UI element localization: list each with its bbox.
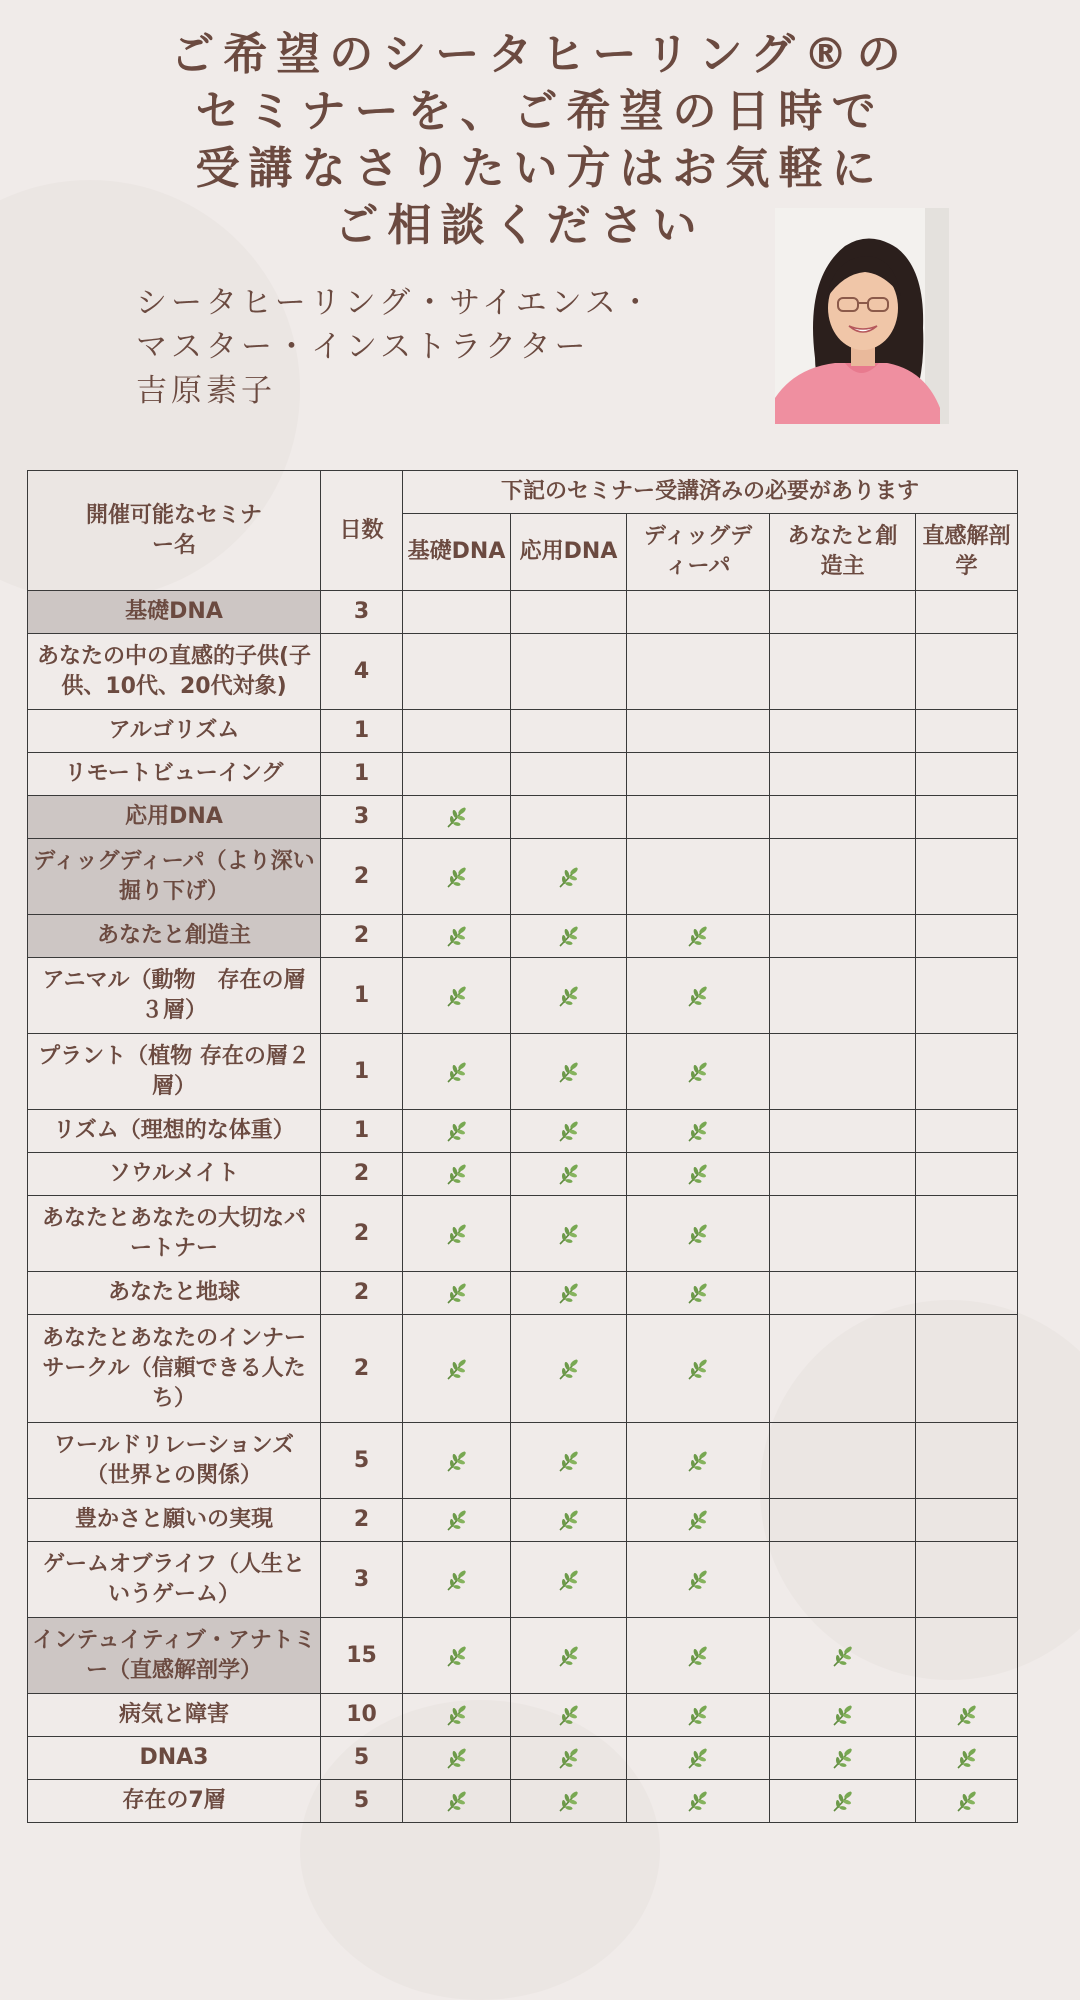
- table-row: [28, 1272, 1018, 1315]
- prereq-cell: [403, 915, 511, 958]
- leaf-sprig-icon: [954, 1788, 980, 1814]
- header-seminar-name: 開催可能なセミナー名: [28, 471, 321, 591]
- prereq-cell: [916, 1110, 1018, 1153]
- prereq-cell: [403, 796, 511, 839]
- leaf-sprig-icon: [685, 1161, 711, 1187]
- seminar-name: 基礎DNA: [28, 591, 321, 634]
- seminar-days: 1: [321, 710, 403, 753]
- seminar-days: 2: [321, 1153, 403, 1196]
- prereq-cell: [403, 1423, 511, 1499]
- seminar-days: 1: [321, 1110, 403, 1153]
- portrait-illustration: [775, 208, 949, 424]
- table-row: [28, 915, 1018, 958]
- instructor-line: マスター・インストラクター: [136, 329, 590, 365]
- prereq-cell: [511, 1272, 627, 1315]
- prereq-cell: [916, 915, 1018, 958]
- prereq-cell: [511, 915, 627, 958]
- prereq-cell: [916, 1196, 1018, 1272]
- prereq-cell: [916, 1272, 1018, 1315]
- seminar-days: 2: [321, 1196, 403, 1272]
- prereq-cell: [511, 591, 627, 634]
- prereq-cell: [916, 1542, 1018, 1618]
- table-row: [28, 1499, 1018, 1542]
- leaf-sprig-icon: [556, 1059, 582, 1085]
- prereq-cell: [627, 1034, 770, 1110]
- prereq-cell: [403, 591, 511, 634]
- table-row: [28, 1694, 1018, 1737]
- prereq-cell: [916, 1315, 1018, 1423]
- seminar-days: 2: [321, 1499, 403, 1542]
- prereq-cell: [916, 1780, 1018, 1823]
- table-row: [28, 839, 1018, 915]
- table-row: [28, 591, 1018, 634]
- seminar-name: プラント（植物 存在の層２層）: [28, 1034, 321, 1110]
- seminar-name: ソウルメイト: [28, 1153, 321, 1196]
- leaf-sprig-icon: [954, 1745, 980, 1771]
- seminar-days: 10: [321, 1694, 403, 1737]
- seminar-name: リモートビューイング: [28, 753, 321, 796]
- leaf-sprig-icon: [556, 1788, 582, 1814]
- leaf-sprig-icon: [830, 1745, 856, 1771]
- table-row: [28, 753, 1018, 796]
- seminar-table: [27, 470, 1018, 1823]
- leaf-sprig-icon: [556, 923, 582, 949]
- prereq-cell: [627, 1499, 770, 1542]
- table-row: [28, 958, 1018, 1034]
- table-row: [28, 1618, 1018, 1694]
- leaf-sprig-icon: [556, 1221, 582, 1247]
- seminar-days: 5: [321, 1737, 403, 1780]
- prereq-cell: [916, 1694, 1018, 1737]
- prereq-cell: [916, 839, 1018, 915]
- seminar-name: 存在の7層: [28, 1780, 321, 1823]
- leaf-sprig-icon: [685, 1643, 711, 1669]
- leaf-sprig-icon: [830, 1788, 856, 1814]
- seminar-name: 応用DNA: [28, 796, 321, 839]
- leaf-sprig-icon: [444, 923, 470, 949]
- instructor-line: シータヒーリング・サイエンス・: [136, 285, 655, 321]
- prereq-cell: [916, 1034, 1018, 1110]
- prereq-cell: [770, 1542, 916, 1618]
- prereq-cell: [403, 1542, 511, 1618]
- prereq-cell: [511, 1780, 627, 1823]
- seminar-days: 4: [321, 634, 403, 710]
- table-row: [28, 1315, 1018, 1423]
- headline-line: ご相談ください: [334, 200, 706, 251]
- leaf-sprig-icon: [556, 1356, 582, 1382]
- prereq-cell: [403, 1780, 511, 1823]
- seminar-days: 2: [321, 1272, 403, 1315]
- prereq-column-basic-dna: 基礎DNA: [403, 514, 511, 591]
- leaf-sprig-icon: [556, 1702, 582, 1728]
- prereq-cell: [770, 1272, 916, 1315]
- prereq-cell: [627, 634, 770, 710]
- prereq-cell: [511, 1542, 627, 1618]
- prereq-cell: [916, 1499, 1018, 1542]
- leaf-sprig-icon: [444, 1280, 470, 1306]
- prereq-cell: [403, 839, 511, 915]
- prereq-cell: [627, 915, 770, 958]
- seminar-days: 1: [321, 958, 403, 1034]
- prereq-cell: [627, 958, 770, 1034]
- leaf-sprig-icon: [444, 1059, 470, 1085]
- prereq-cell: [511, 796, 627, 839]
- prereq-cell: [627, 1694, 770, 1737]
- prereq-cell: [511, 1499, 627, 1542]
- leaf-sprig-icon: [685, 1745, 711, 1771]
- prereq-cell: [511, 958, 627, 1034]
- leaf-sprig-icon: [556, 1745, 582, 1771]
- leaf-sprig-icon: [556, 1448, 582, 1474]
- leaf-sprig-icon: [444, 1161, 470, 1187]
- seminar-name: インテュイティブ・アナトミー（直感解剖学）: [28, 1618, 321, 1694]
- leaf-sprig-icon: [556, 864, 582, 890]
- prereq-cell: [403, 710, 511, 753]
- table-row: [28, 1780, 1018, 1823]
- prereq-cell: [627, 1423, 770, 1499]
- prereq-cell: [403, 1315, 511, 1423]
- seminar-name: DNA3: [28, 1737, 321, 1780]
- headline-line: 受講なさりたい方はお気軽に: [195, 143, 885, 194]
- prereq-cell: [627, 1272, 770, 1315]
- leaf-sprig-icon: [830, 1702, 856, 1728]
- prereq-cell: [770, 1196, 916, 1272]
- prereq-cell: [627, 1737, 770, 1780]
- prereq-cell: [770, 1110, 916, 1153]
- leaf-sprig-icon: [685, 1507, 711, 1533]
- prereq-cell: [627, 591, 770, 634]
- seminar-name: あなたと地球: [28, 1272, 321, 1315]
- leaf-sprig-icon: [954, 1702, 980, 1728]
- prereq-cell: [511, 1153, 627, 1196]
- prereq-cell: [770, 591, 916, 634]
- seminar-name: あなたとあなたの大切なパートナー: [28, 1196, 321, 1272]
- prereq-cell: [403, 1110, 511, 1153]
- leaf-sprig-icon: [444, 1118, 470, 1144]
- seminar-name: リズム（理想的な体重）: [28, 1110, 321, 1153]
- prereq-cell: [770, 915, 916, 958]
- leaf-sprig-icon: [444, 1567, 470, 1593]
- prereq-cell: [403, 753, 511, 796]
- leaf-sprig-icon: [556, 983, 582, 1009]
- headline-line: ご希望のシータヒーリング®の: [170, 29, 910, 80]
- seminar-name: あなたの中の直感的子供(子供、10代、20代対象): [28, 634, 321, 710]
- prereq-cell: [627, 1110, 770, 1153]
- table-row: [28, 1110, 1018, 1153]
- leaf-sprig-icon: [444, 1702, 470, 1728]
- prereq-column-advanced-dna: 応用DNA: [511, 514, 627, 591]
- prereq-column-intuitive-anatomy: 直感解剖学: [916, 514, 1018, 591]
- table-row: [28, 634, 1018, 710]
- leaf-sprig-icon: [685, 1221, 711, 1247]
- prereq-cell: [770, 753, 916, 796]
- table-row: [28, 1153, 1018, 1196]
- headline-line: セミナーを、ご希望の日時で: [195, 86, 885, 137]
- leaf-sprig-icon: [556, 1118, 582, 1144]
- leaf-sprig-icon: [685, 1788, 711, 1814]
- seminar-name: アニマル（動物 存在の層３層）: [28, 958, 321, 1034]
- prereq-cell: [403, 1153, 511, 1196]
- prereq-cell: [511, 710, 627, 753]
- prereq-cell: [770, 796, 916, 839]
- prereq-column-you-and-creator: あなたと創造主: [770, 514, 916, 591]
- seminar-days: 3: [321, 796, 403, 839]
- leaf-sprig-icon: [444, 1507, 470, 1533]
- prereq-cell: [770, 634, 916, 710]
- leaf-sprig-icon: [685, 1448, 711, 1474]
- seminar-days: 5: [321, 1780, 403, 1823]
- prereq-cell: [627, 1542, 770, 1618]
- prereq-cell: [770, 958, 916, 1034]
- prereq-cell: [511, 1315, 627, 1423]
- seminar-days: 2: [321, 839, 403, 915]
- prereq-cell: [511, 1423, 627, 1499]
- table-row: [28, 1034, 1018, 1110]
- prereq-cell: [770, 1694, 916, 1737]
- prereq-cell: [403, 1272, 511, 1315]
- seminar-name: ワールドリレーションズ（世界との関係）: [28, 1423, 321, 1499]
- prereq-cell: [627, 796, 770, 839]
- prereq-cell: [770, 1153, 916, 1196]
- leaf-sprig-icon: [444, 1788, 470, 1814]
- prereq-cell: [511, 753, 627, 796]
- seminar-days: 3: [321, 591, 403, 634]
- seminar-name: 病気と障害: [28, 1694, 321, 1737]
- leaf-sprig-icon: [685, 983, 711, 1009]
- prereq-cell: [511, 1034, 627, 1110]
- instructor-name: 吉原素子: [136, 373, 276, 409]
- seminar-name: あなたと創造主: [28, 915, 321, 958]
- leaf-sprig-icon: [685, 1356, 711, 1382]
- prereq-cell: [511, 1618, 627, 1694]
- seminar-days: 1: [321, 1034, 403, 1110]
- prereq-cell: [511, 1694, 627, 1737]
- prereq-cell: [916, 753, 1018, 796]
- prereq-cell: [916, 710, 1018, 753]
- seminar-days: 3: [321, 1542, 403, 1618]
- prereq-cell: [916, 958, 1018, 1034]
- prereq-cell: [916, 634, 1018, 710]
- leaf-sprig-icon: [444, 983, 470, 1009]
- prereq-cell: [770, 839, 916, 915]
- leaf-sprig-icon: [444, 1745, 470, 1771]
- table-row: [28, 796, 1018, 839]
- table-row: [28, 1196, 1018, 1272]
- seminar-days: 2: [321, 1315, 403, 1423]
- leaf-sprig-icon: [444, 1356, 470, 1382]
- prereq-cell: [511, 1110, 627, 1153]
- prereq-cell: [627, 1153, 770, 1196]
- prereq-cell: [770, 1618, 916, 1694]
- prereq-cell: [403, 1737, 511, 1780]
- prereq-cell: [403, 1034, 511, 1110]
- instructor-title: [136, 281, 655, 413]
- leaf-sprig-icon: [830, 1643, 856, 1669]
- leaf-sprig-icon: [556, 1280, 582, 1306]
- header-prerequisites: 下記のセミナー受講済みの必要があります: [403, 471, 1018, 514]
- leaf-sprig-icon: [444, 864, 470, 890]
- table-row: [28, 1737, 1018, 1780]
- header-days: 日数: [321, 471, 403, 591]
- leaf-sprig-icon: [685, 1059, 711, 1085]
- seminar-days: 5: [321, 1423, 403, 1499]
- prereq-cell: [770, 1780, 916, 1823]
- prereq-cell: [916, 1423, 1018, 1499]
- prereq-cell: [916, 1618, 1018, 1694]
- prereq-column-dig-deeper: ディッグディーパ: [627, 514, 770, 591]
- prereq-cell: [403, 1196, 511, 1272]
- prereq-cell: [403, 1499, 511, 1542]
- prereq-cell: [627, 1780, 770, 1823]
- seminar-name: あなたとあなたのインナーサークル（信頼できる人たち）: [28, 1315, 321, 1423]
- prereq-cell: [770, 1034, 916, 1110]
- leaf-sprig-icon: [556, 1567, 582, 1593]
- leaf-sprig-icon: [556, 1161, 582, 1187]
- prereq-cell: [403, 1694, 511, 1737]
- prereq-cell: [916, 591, 1018, 634]
- prereq-cell: [627, 1618, 770, 1694]
- prereq-cell: [916, 1153, 1018, 1196]
- seminar-name: 豊かさと願いの実現: [28, 1499, 321, 1542]
- table-row: [28, 710, 1018, 753]
- leaf-sprig-icon: [685, 1280, 711, 1306]
- prereq-cell: [770, 1423, 916, 1499]
- prereq-cell: [511, 634, 627, 710]
- leaf-sprig-icon: [685, 923, 711, 949]
- leaf-sprig-icon: [444, 1448, 470, 1474]
- prereq-cell: [770, 710, 916, 753]
- leaf-sprig-icon: [444, 1643, 470, 1669]
- prereq-cell: [403, 1618, 511, 1694]
- prereq-cell: [627, 1315, 770, 1423]
- table-row: [28, 1423, 1018, 1499]
- instructor-photo: [775, 208, 949, 424]
- leaf-sprig-icon: [444, 804, 470, 830]
- seminar-days: 1: [321, 753, 403, 796]
- prereq-cell: [403, 958, 511, 1034]
- seminar-name: ゲームオブライフ（人生というゲーム）: [28, 1542, 321, 1618]
- leaf-sprig-icon: [556, 1507, 582, 1533]
- prereq-cell: [511, 1737, 627, 1780]
- prereq-cell: [916, 1737, 1018, 1780]
- prereq-cell: [627, 839, 770, 915]
- prereq-cell: [916, 796, 1018, 839]
- prereq-cell: [511, 1196, 627, 1272]
- leaf-sprig-icon: [556, 1643, 582, 1669]
- prereq-cell: [770, 1315, 916, 1423]
- seminar-days: 15: [321, 1618, 403, 1694]
- leaf-sprig-icon: [444, 1221, 470, 1247]
- seminar-name: アルゴリズム: [28, 710, 321, 753]
- leaf-sprig-icon: [685, 1567, 711, 1593]
- leaf-sprig-icon: [685, 1702, 711, 1728]
- seminar-table-body: [28, 591, 1018, 1823]
- leaf-sprig-icon: [685, 1118, 711, 1144]
- prereq-cell: [627, 710, 770, 753]
- prereq-cell: [770, 1737, 916, 1780]
- prereq-cell: [770, 1499, 916, 1542]
- table-row: [28, 1542, 1018, 1618]
- seminar-days: 2: [321, 915, 403, 958]
- prereq-cell: [403, 634, 511, 710]
- prereq-cell: [627, 753, 770, 796]
- prereq-cell: [627, 1196, 770, 1272]
- prereq-cell: [511, 839, 627, 915]
- seminar-name: ディッグディーパ（より深い掘り下げ）: [28, 839, 321, 915]
